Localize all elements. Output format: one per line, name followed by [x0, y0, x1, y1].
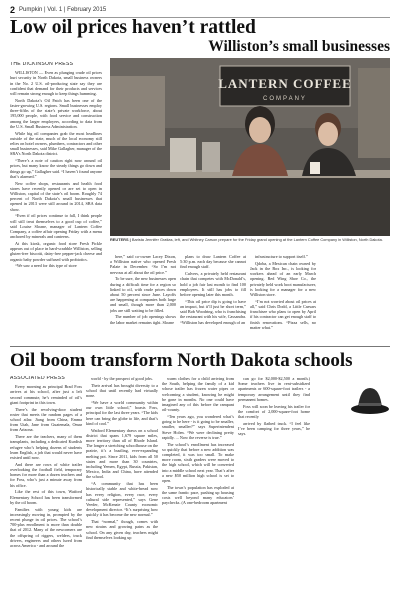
- paragraph: The number of job openings shows the labor market remains tight. Sloane: [110, 314, 176, 325]
- page-folio: [10, 4, 390, 16]
- story1-headline: Low oil prices haven’t rattled: [10, 17, 256, 38]
- caption-credit: REUTERS |: [110, 237, 131, 242]
- paragraph: That “normal,” though, comes with new strains and growing pains as the school. On any given day, teachers might find themselves looking up: [86, 519, 158, 540]
- counter: [110, 176, 390, 236]
- paragraph: Like the rest of this town, Watford Elementary School has been transformed by the oil boom.: [10, 489, 82, 505]
- lantern-sign-small: COMPANY: [263, 96, 307, 102]
- espresso-machine: [170, 138, 196, 172]
- paragraph: New coffee shops, restaurants and health food stores have recently opened or are set to open in Williston, capital of the state’s oil boom. Roughly 74 percent of North Dakota’s small businesses that opened in 2013 were still around in 2014, SBA data show.: [10, 180, 102, 212]
- cowboy-hat-svg: [350, 376, 390, 444]
- paragraph: can go for $2,000-$2,500 a month.) Some teachers live in rent-subsidized apartments or 600-square-foot trailers - a temporary arrangement until they find permanent homes.: [238, 376, 310, 402]
- window-right: [358, 68, 390, 158]
- paragraph: infrastructure to support itself.”: [255, 254, 308, 259]
- paragraph: “Ten years ago, you wondered what’s going to be here - is it going to be smaller, smaller, smaller?” says Superintendent Steve Holen. “We were declining pretty rapidly. ... Now the reverse is true.”: [162, 414, 234, 440]
- story2-column-3: [162, 376, 234, 596]
- lantern-sign-text: LANTERN COFFEE: [218, 76, 352, 91]
- barista-left-face: [249, 117, 271, 143]
- paragraph: warm clothes for a child arriving from the South, helping the family of a kid whose trailer has frozen water pipes or welcoming a student, knowing he might be gone in months. No one could have imagined any of this before the rampant oil-county.: [162, 376, 234, 413]
- paragraph: The town’s population has exploded at the same frantic pace, pushing up housing costs well beyond many educators’ paychecks. (A one-bedroom apartment: [162, 484, 234, 506]
- paragraph: There are the teachers, many of them transplants, including a dedicated Kurdish refugee who’s helping dozens of students learn English, a job that would never have existed until now.: [10, 434, 82, 461]
- issue-line: Pumpkin | Vol. 1 | February 2015: [19, 7, 107, 13]
- paragraph: “We have a world community within our own little school,” boasts Foss, principal for the last three years. “The kids here can bring the globe to life, and that’s kind of cool.”: [86, 400, 158, 426]
- paragraph: While big oil companies grab the most headlines outside of the state, much of the local economy still relies on hotel owners, plumbers, contractors and other small businesses, said Mike Gallagher, manager of the SBA’s North Dakota district.: [10, 130, 102, 157]
- paragraph: Culvers, a privately held restaurant chain that competes with McDonald’s, hold a job fair last month to find 100 employees. It still has jobs to fill before opening later this month.: [180, 271, 246, 298]
- story1-column-4: [250, 254, 316, 342]
- coffee-shop-photo-svg: [110, 58, 390, 236]
- coffee-cup: [310, 162, 320, 174]
- hat-band: [359, 403, 381, 406]
- paragraph: Foss will soon be leaving his trailer for the comfort of 2,000-square-foot home that recently: [238, 403, 310, 420]
- paragraph: Their arrival has brought diversity to a school that until recently had virtually none.: [86, 382, 158, 399]
- story1-byline: THE DICKINSON PRESS: [10, 62, 74, 67]
- caption-text: Barista Jennifer Gratias, left, and Whitney Carson prepare for the Friday grand opening at the Lantern Coffee Company in Williston, North Dakota.: [131, 237, 383, 242]
- paragraph: Qdoba, a Mexican chain owned by Jack in the Box Inc., is looking for workers ahead of an early March opening. Red Wing Shoe Co., the privately held work boot manufacturer, is looking for a manager for a new Williston store.: [250, 260, 316, 298]
- story1-column-1: [10, 62, 102, 338]
- grinder: [202, 142, 220, 172]
- paragraph: North Dakota’s Oil Patch has been one of the faster-growing U.S. regions. Small businesses employ three-fifths of the state’s private workforce, about 195,000 people, with food service and construction among the larger employers, according to data from the U.S. Small Business Administration.: [10, 97, 102, 129]
- paragraph: arrived by flatbed truck. “I feel like I’ve been camping for three years,” he says.: [238, 420, 310, 437]
- story2-column-2: [86, 376, 158, 596]
- story2-column-1: [10, 376, 82, 596]
- paragraph: Families with young kids are increasingly moving in, prompted by the recent plunge in oil prices. The school’s 700-plus enrollment is more than double that of 2012. Many of the newcomers are the offspring of riggers, welders, truck drivers, engineers and others lured from across America - and around the: [10, 506, 82, 549]
- paragraph: “I’m not worried about oil prices at all,” said Chris Dodd, a Little Caesars franchisee who plans to open by April if his contractor can get enough staff to finish renovations. “Pizza sells, no matter what.”: [250, 298, 316, 330]
- story2-byline: ASSOCIATED PRESS: [10, 376, 65, 381]
- paragraph: Every morning as principal Brad Foss arrives at his school, after just a left second commute, he’s reminded of oil’s giant footprint in this town.: [10, 384, 82, 405]
- story2-column-4: [238, 376, 310, 596]
- story1-column-5: [320, 254, 390, 342]
- story1-subhead: Williston’s small businesses: [208, 38, 390, 55]
- paragraph: world - by the prospect of good jobs.: [91, 376, 153, 381]
- paragraph: “There’s a note of caution right now around oil prices, but many know the steady things go down and things go up,” Gallagher said. “I haven’t found anyone that’s alarmed.”: [10, 158, 102, 179]
- paragraph: And there are rows of white trailer overlooking the football field, temporary homes for more than a dozen teachers and for Foss, who’s just a minute away from his office.: [10, 461, 82, 488]
- paragraph: At this kiosk, organic food store Fresh Pickle appears out of place in hard-scrabble Williston, selling gluten-free biscotti, dairy-free pepper-jack cheese and organic baby powder suffused with probiotics.: [10, 241, 102, 262]
- window-left: [110, 76, 165, 146]
- story2-headline: Oil boom transform North Dakota schools: [10, 350, 353, 371]
- cowboy-hat-illustration: [350, 376, 390, 444]
- paragraph: “We saw a need for this type of store: [15, 263, 77, 269]
- paragraph: WILLISTON — Even as plunging crude oil prices hurt security in North Dakota, small business owners in the No. 2 U.S. oil-producing state say they are confident that demand for their products and services will remain strong enough to keep things humming.: [10, 70, 102, 97]
- paragraph: There’s the revolving-door student roster that meets the random pages of a school atlas: Jiang from China, Emma from Utah, Jane from Guatemala, Omar from Arizona.: [10, 406, 82, 433]
- barista-right-face: [318, 122, 338, 146]
- photo-caption: [110, 238, 390, 252]
- coffee-shop-photo: [110, 58, 390, 236]
- paragraph: Watford Elementary draws on a school district that spans 1,679 square miles, more territory than all of Rhode Island. The longer a stretching schoolhouse on the prairie, it’s a bustling, ever-expanding melting pot. Since 2011, kids from all 50 states and more than 30 countries, including Yemen, Egypt, Russia, Pakistan, Mexico, India and China, have attended the school.: [86, 427, 158, 480]
- paragraph: “A community that has been historically stable and white-bread now has every religion, every race, every cultural side represented,” says Gene Veeder, McKenzie County economic development director. “It’s surprising how quickly it has become the new normal.”: [86, 481, 158, 518]
- paragraph: To be sure, the new businesses open during a difficult time for a region so linked to oil, with crude prices down about 50 percent since June. Layoffs are happening at companies both large and small, though more than 2,000 jobs are still waiting to be filled.: [110, 276, 176, 313]
- story-divider: [10, 346, 390, 347]
- paragraph: here,” said co-owner Lacey Dixon, a Williston native who opened Fresh Palate in December. “So I’m not nervous at all about the oil price.”: [110, 254, 176, 275]
- paragraph: The school’s enrollment has increased so quickly that before a new addition was completed, it was too small. To make more room, sixth graders were moved to the high school, which will be converted into a middle school next year. That’s after a new $50 million high school is set to open.: [162, 441, 234, 484]
- story1-column-2: [110, 254, 176, 342]
- paragraph: plans to draw Lantern Coffee at 5:30 p.m. each day because she cannot find enough staff.: [180, 254, 246, 270]
- page-number: 2: [10, 5, 16, 15]
- paragraph: “This oil price dip is going to have an impact, but it’ll just be short term,” said Bob Woodring, who is franchising the restaurant with his wife, Cassandra. “Williston has developed enough of an: [180, 298, 246, 325]
- paragraph: “Even if oil prices continue to fall, I think people will still treat themselves to a good cup of coffee,” said Louise Sloane, manager of Lantern Coffee Company, a coffee affair opening Friday with a menu anchored by minerals and canteens.: [10, 213, 102, 240]
- story1-column-3: [180, 254, 246, 342]
